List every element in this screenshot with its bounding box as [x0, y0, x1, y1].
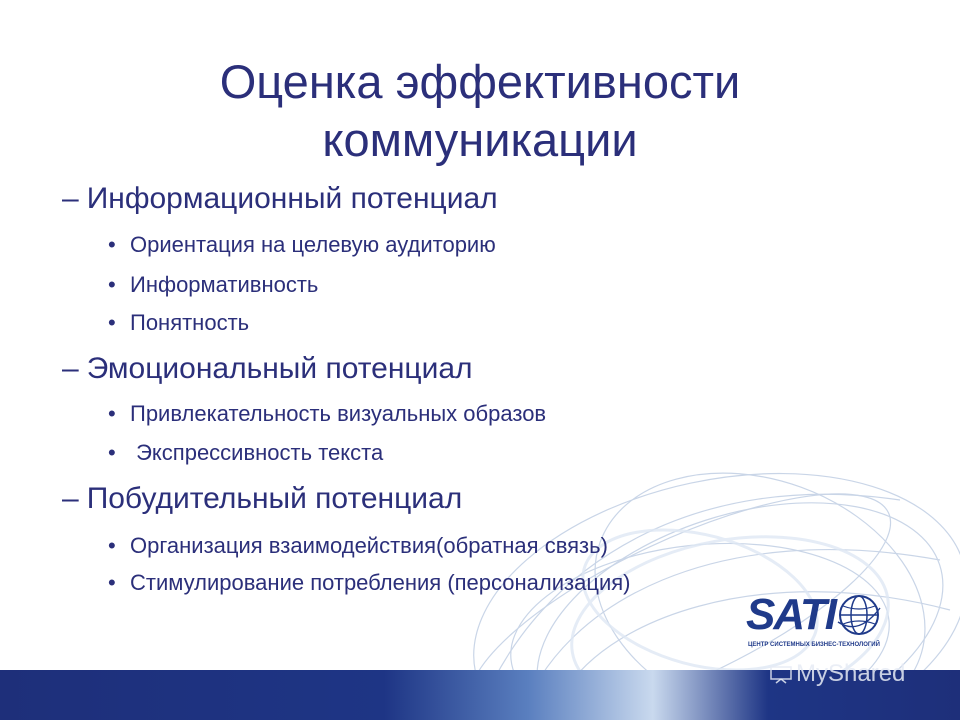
- section-heading-text: Информационный потенциал: [86, 182, 498, 215]
- watermark: [770, 660, 905, 688]
- title-line-2: коммуникации: [322, 113, 638, 167]
- bullet-marker: •: [108, 440, 116, 465]
- section-heading-motivational: [62, 482, 462, 516]
- bullet-marker: •: [108, 401, 116, 426]
- title-line-1: Оценка эффективности: [219, 55, 741, 109]
- list-item-text: Привлекательность визуальных образов: [130, 401, 547, 426]
- list-item-text: Понятность: [130, 310, 250, 335]
- list-item: [108, 310, 249, 336]
- list-item-text: Организация взаимодействия(обратная связь): [130, 533, 608, 558]
- slide-title: [0, 53, 960, 169]
- dash-marker: –: [62, 352, 79, 385]
- list-item: [108, 232, 496, 258]
- section-heading-text: Побудительный потенциал: [86, 482, 463, 515]
- list-item: [108, 533, 608, 559]
- list-item-text: Ориентация на целевую аудиторию: [130, 232, 496, 257]
- bullet-marker: •: [108, 533, 116, 558]
- list-item-text: Экспрессивность текста: [130, 440, 384, 465]
- dash-marker: –: [62, 482, 79, 515]
- list-item: [108, 401, 546, 427]
- bullet-marker: •: [108, 570, 116, 595]
- section-heading-informational: [62, 182, 498, 216]
- list-item: [108, 440, 383, 466]
- bullet-marker: •: [108, 232, 116, 257]
- presentation-icon: [770, 666, 792, 684]
- list-item-text: Стимулирование потребления (персонализация): [130, 570, 631, 595]
- sati-logo: [746, 588, 886, 654]
- list-item: [108, 272, 318, 298]
- list-item: [108, 570, 630, 596]
- globe-icon: [836, 592, 882, 638]
- watermark-text: MyShared: [796, 660, 906, 687]
- logo-subtitle: ЦЕНТР СИСТЕМНЫХ БИЗНЕС-ТЕХНОЛОГИЙ: [748, 642, 880, 648]
- dash-marker: –: [62, 182, 79, 215]
- section-heading-emotional: [62, 352, 473, 386]
- bullet-marker: •: [108, 310, 116, 335]
- bullet-marker: •: [108, 272, 116, 297]
- logo-wordmark: SATI: [746, 590, 835, 639]
- section-heading-text: Эмоциональный потенциал: [86, 352, 473, 385]
- list-item-text: Информативность: [130, 272, 319, 297]
